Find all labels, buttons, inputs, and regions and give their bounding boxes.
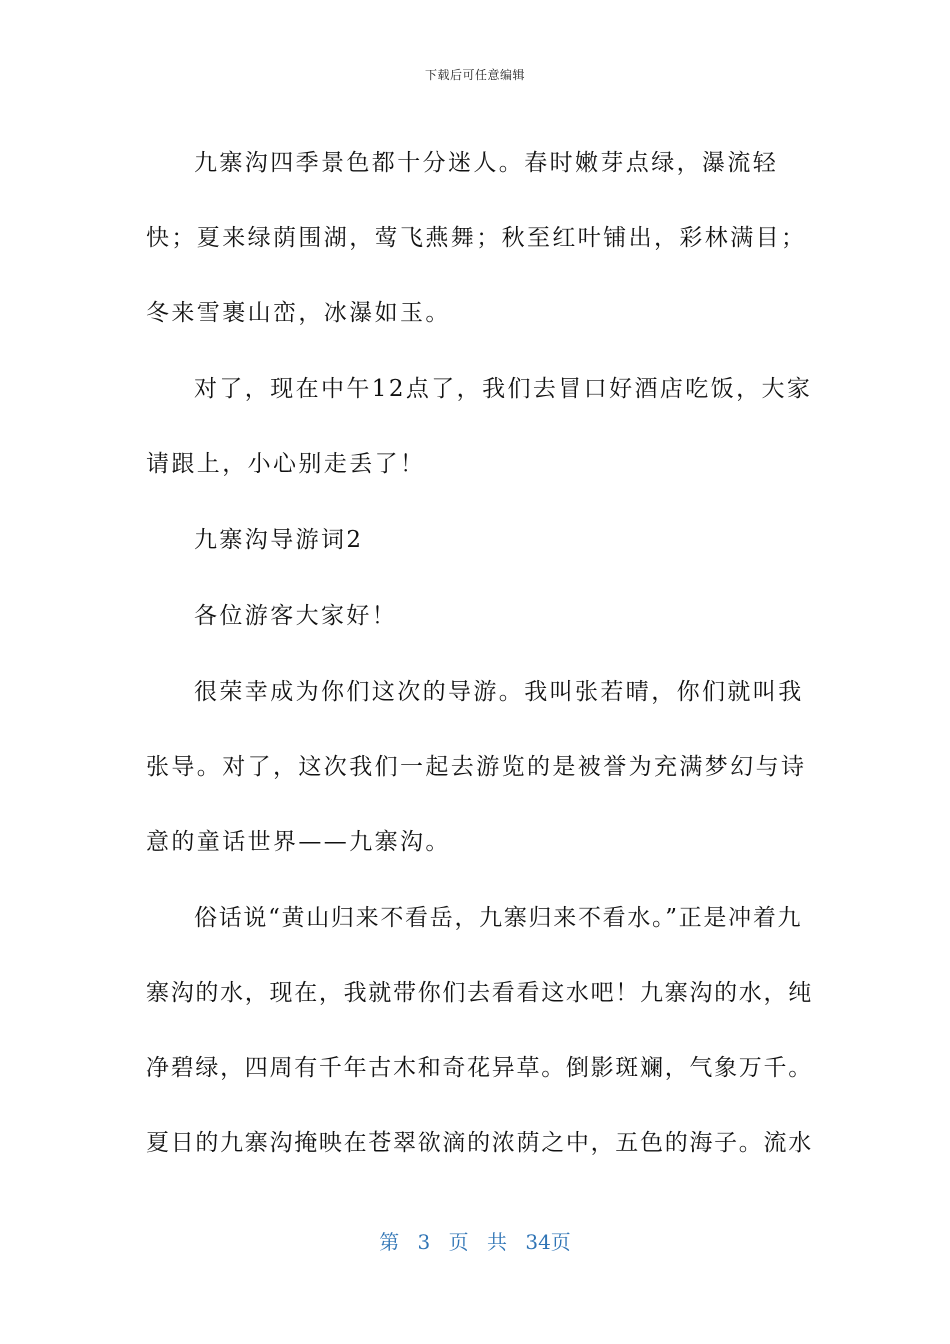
page-footer [0, 1226, 950, 1255]
section-title: 九寨沟导游词2 [194, 527, 364, 553]
footer-label-first: 第 [379, 1230, 400, 1254]
paragraph-seasons: 九寨沟四季景色都十分迷人。春时嫩芽点绿，瀑流轻快；夏来绿荫围湖，莺飞燕舞；秋至红叶铺出，彩林满目；冬来雪裹山峦，冰瀑如玉。 [146, 150, 807, 326]
page-header: 下载后可任意编辑 [424, 68, 525, 82]
paragraph-water: 俗话说“黄山归来不看岳，九寨归来不看水。”正是冲着九寨沟的水，现在，我就带你们去看看这水吧！九寨沟的水，纯净碧绿，四周有千年古木和奇花异草。倒影斑斓，气象万千。夏日的九寨沟掩映在苍翠欲滴的浓荫之中，五色的海子。流水 [146, 905, 813, 1156]
paragraph-lunch-notice: 对了，现在中午12点了，我们去冒口好酒店吃饭，大家请跟上，小心别走丢了！ [146, 376, 813, 477]
document-body [146, 126, 816, 1182]
footer-label-page: 页 [448, 1230, 469, 1254]
footer-label-total: 共 [487, 1230, 507, 1254]
paragraph-greeting: 各位游客大家好！ [194, 603, 398, 629]
footer-total-pages: 34页 [525, 1230, 571, 1254]
paragraph-introduction: 很荣幸成为你们这次的导游。我叫张若晴，你们就叫我张导。对了，这次我们一起去游览的是被誉为充满梦幻与诗意的童话世界——九寨沟。 [146, 679, 807, 855]
footer-current-page: 3 [417, 1230, 431, 1254]
